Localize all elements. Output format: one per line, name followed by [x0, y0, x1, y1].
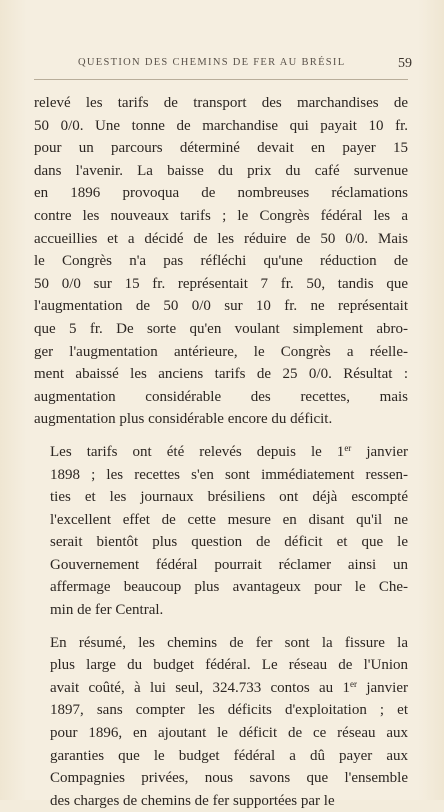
text-line: pour un parcours déterminé devait en payer 15	[34, 140, 408, 157]
text-line: pour 1896, en ajoutant le déficit de ce réseau aux	[50, 725, 408, 742]
text-line: l'excellent effet de cette mesure en disant qu'il ne	[50, 511, 408, 528]
text-line: avait coûté, à lui seul, 324.733 contos au 1er janvier	[50, 678, 408, 696]
text-line: min de fer Central.	[50, 602, 164, 619]
text-line: dans l'avenir. La baisse du prix du café survenue	[34, 162, 408, 179]
paragraph	[34, 441, 408, 622]
paragraph	[34, 92, 408, 431]
text-line: augmentation plus considérable encore du déficit.	[34, 411, 333, 428]
header-rule	[34, 79, 408, 80]
text-line: le Congrès n'a pas réfléchi qu'une réduction de	[34, 253, 408, 270]
text-line: en 1896 provoqua de nombreuses réclamations	[34, 185, 408, 202]
text-line: des charges de chemins de fer supportées par le	[50, 792, 335, 809]
text-line: serait bientôt plus question de déficit et que le	[50, 534, 408, 551]
text-line: ment abaissé les anciens tarifs de 25 0/0. Résultat :	[34, 366, 408, 383]
text-line: accueillies et a décidé de les réduire de 50 0/0. Mais	[34, 230, 408, 247]
running-head	[40, 57, 414, 73]
text-line: garanties que le budget fédéral a dû payer aux	[50, 747, 408, 764]
text-line: 1897, sans compter les déficits d'exploitation ; et	[50, 702, 408, 719]
body-text	[34, 92, 408, 812]
text-line: affermage beaucoup plus avantageux pour le Che-	[50, 579, 408, 596]
text-line: ger l'augmentation antérieure, le Congrès a réelle-	[34, 343, 408, 360]
text-line: 50 0/0. Une tonne de marchandise qui payait 10 fr.	[34, 117, 408, 134]
text-line: augmentation considérable des recettes, mais	[34, 388, 408, 405]
text-line: contre les nouveaux tarifs ; le Congrès fédéral les a	[34, 207, 408, 224]
text-line: plus large du budget fédéral. Le réseau de l'Union	[50, 657, 408, 674]
page-number: 59	[398, 56, 412, 71]
text-line: 1898 ; les recettes s'en sont immédiatement ressen-	[50, 466, 408, 483]
text-line: l'augmentation de 50 0/0 sur 10 fr. ne représentait	[34, 298, 408, 315]
text-line: que 5 fr. De sorte qu'en voulant simplement abro-	[34, 320, 408, 337]
text-line: Compagnies privées, nous savons que l'ensemble	[50, 770, 408, 787]
text-line: ties et les journaux brésiliens ont déjà escompté	[50, 489, 408, 506]
text-line: 50 0/0 sur 15 fr. représentait 7 fr. 50, tandis que	[34, 275, 408, 292]
running-title: QUESTION DES CHEMINS DE FER AU BRÉSIL	[78, 57, 346, 68]
paragraph	[34, 632, 408, 812]
text-line: Gouvernement fédéral pourrait réclamer ainsi un	[50, 556, 408, 573]
text-line: Les tarifs ont été relevés depuis le 1er janvier	[50, 442, 408, 460]
text-line: En résumé, les chemins de fer sont la fissure la	[50, 634, 408, 651]
text-line: relevé les tarifs de transport des marchandises de	[34, 95, 408, 111]
